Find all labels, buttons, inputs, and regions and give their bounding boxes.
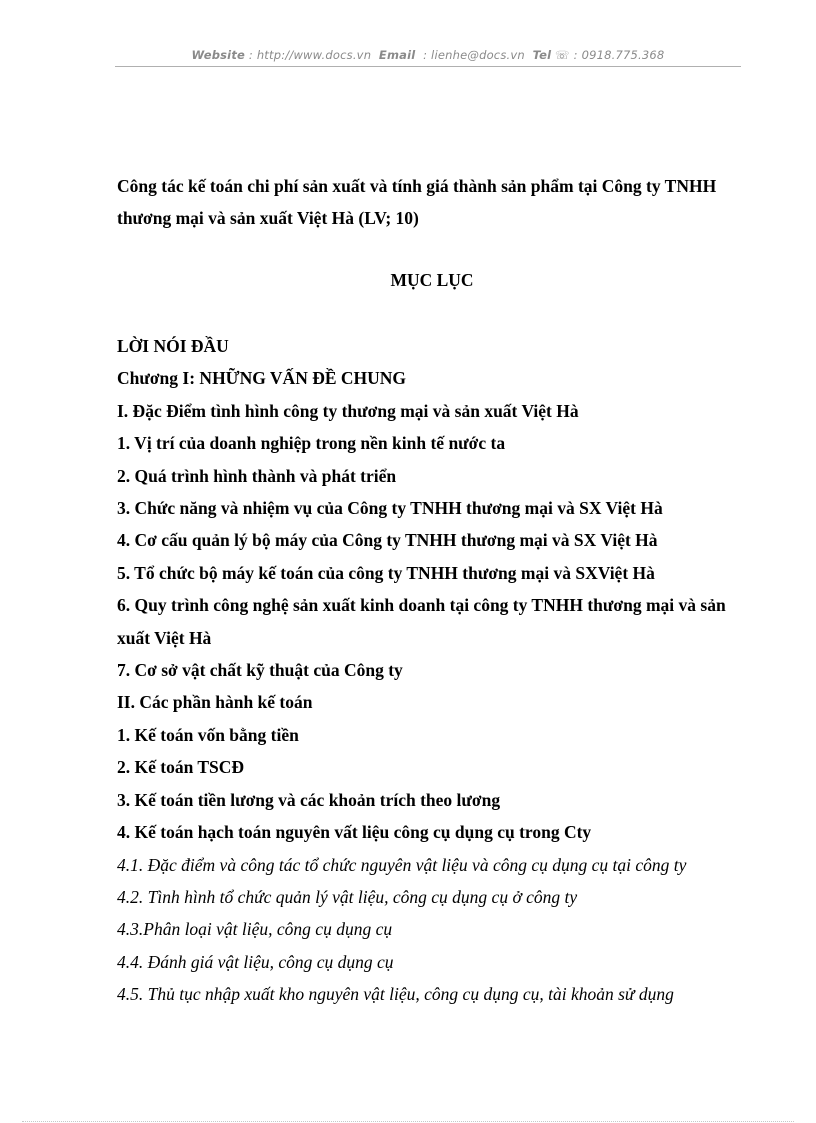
toc-item: I. Đặc Điểm tình hình công ty thương mại và sản xuất Việt Hà <box>117 400 579 421</box>
toc-item: 5. Tổ chức bộ máy kế toán của công ty TNHH thương mại và SXViệt Hà <box>117 562 655 583</box>
toc-item: 7. Cơ sở vật chất kỹ thuật của Công ty <box>117 660 403 681</box>
toc-item: 2. Quá trình hình thành và phát triển <box>117 465 397 486</box>
toc-item: 2. Kế toán TSCĐ <box>117 757 245 778</box>
toc-subitem: 4.3.Phân loại vật liệu, công cụ dụng cụ <box>117 919 393 940</box>
document-title: Công tác kế toán chi phí sản xuất và tính giá thành sản phẩm tại Công ty TNHH thương mại và sản xuất Việt Hà (LV; 10) <box>117 176 717 228</box>
tel-value: 0918.775.368 <box>581 48 665 62</box>
toc-item: 6. Quy trình công nghệ sản xuất kinh doanh tại công ty TNHH thương mại và sản xuất Việt Hà <box>117 595 726 648</box>
toc-subitem: 4.2. Tình hình tổ chức quản lý vật liệu, công cụ dụng cụ ở công ty <box>117 886 578 907</box>
email-link[interactable]: lienhe@docs.vn <box>431 48 525 62</box>
toc-item: LỜI NÓI ĐẦU <box>117 336 229 356</box>
page-header: Website : http://www.docs.vn Email : lienhe@docs.vn Tel ☏ : 0918.775.368 <box>191 48 665 62</box>
toc-item: Chương I: NHỮNG VẤN ĐỀ CHUNG <box>117 368 407 389</box>
phone-icon: ☏ <box>555 48 570 62</box>
toc-item: 4. Cơ cấu quản lý bộ máy của Công ty TNHH thương mại và SX Việt Hà <box>117 530 658 551</box>
header-divider <box>115 66 741 67</box>
toc-heading: MỤC LỤC <box>390 270 474 290</box>
table-of-contents <box>117 330 747 1011</box>
toc-item: 3. Chức năng và nhiệm vụ của Công ty TNHH thương mại và SX Việt Hà <box>117 498 663 519</box>
website-label: Website <box>191 48 246 62</box>
page-bottom-border <box>22 1121 794 1122</box>
email-label: Email <box>378 48 416 62</box>
toc-item: 3. Kế toán tiền lương và các khoản trích theo lương <box>117 789 501 810</box>
toc-subitem: 4.5. Thủ tục nhập xuất kho nguyên vật liệu, công cụ dụng cụ, tài khoản sử dụng <box>117 984 674 1005</box>
toc-item: 1. Kế toán vốn bằng tiền <box>117 724 299 745</box>
toc-subitem: 4.4. Đánh giá vật liệu, công cụ dụng cụ <box>117 951 394 972</box>
toc-item: II. Các phần hành kế toán <box>117 692 313 713</box>
toc-item: 4. Kế toán hạch toán nguyên vất liệu công cụ dụng cụ trong Cty <box>117 822 592 843</box>
toc-subitem: 4.1. Đặc điểm và công tác tổ chức nguyên vật liệu và công cụ dụng cụ tại công ty <box>117 854 687 875</box>
website-link[interactable]: http://www.docs.vn <box>256 48 372 62</box>
toc-item: 1. Vị trí của doanh nghiệp trong nền kinh tế nước ta <box>117 433 506 454</box>
tel-label: Tel <box>532 48 552 62</box>
